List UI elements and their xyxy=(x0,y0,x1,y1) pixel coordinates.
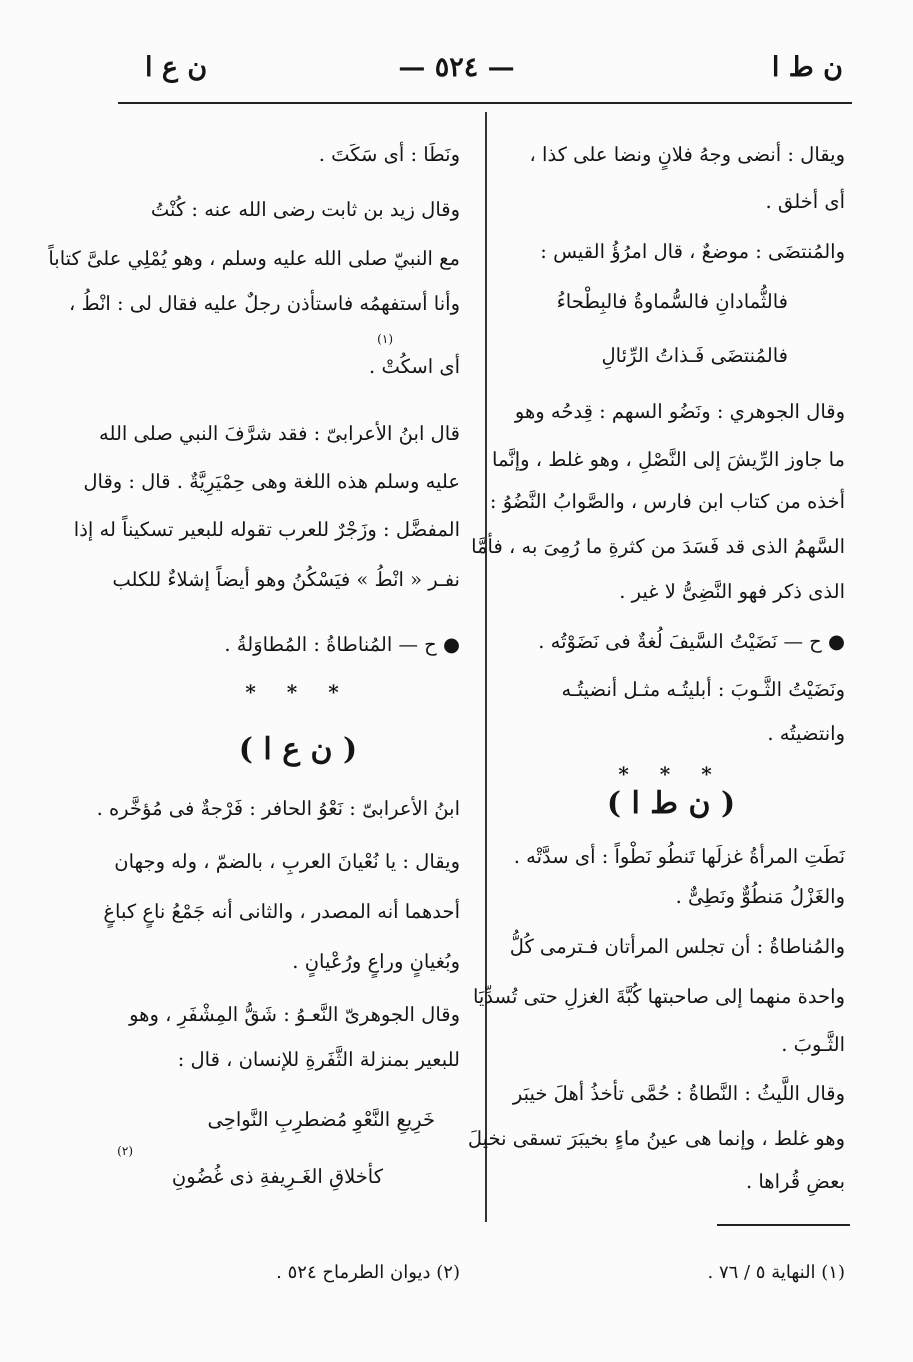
text-line: للبعير بمنزلة الثَّفَرةِ للإنسان ، قال : xyxy=(177,1048,460,1071)
text-line: الثَّـوبَ . xyxy=(781,1033,845,1056)
section-separator: * * * xyxy=(618,762,724,786)
footnote-marker: (٢) xyxy=(117,1144,133,1158)
text-line: ونَضَيْتُ الثَّـوبَ : أبليتُـه مثـل أنضيتُـه xyxy=(561,678,845,701)
text-line: السَّهمُ الذى قد فَسَدَ من كثرةِ ما رُمِىَ به ، فأمَّا xyxy=(471,535,845,558)
text-line: أى أخلق . xyxy=(765,190,845,213)
footnote-1: (١) النهاية ٥ / ٧٦ . xyxy=(707,1262,845,1283)
text-line: وبُغيانٍ وراعٍ ورُعْيانٍ . xyxy=(292,950,460,973)
text-line: ويقال : أنضى وجهُ فلانٍ ونضا على كذا ، xyxy=(529,143,845,166)
text-line: واحدة منهما إلى صاحبتها كُبَّةَ الغزلِ حتى تُسدِّيَا xyxy=(472,985,845,1008)
text-line: المفضَّل : وزَجْرٌ للعرب تقوله للبعير تسكيناً له إذا xyxy=(73,518,460,541)
text-line: والمُنتضَى : موضعٌ ، قال امرُؤُ القيس : xyxy=(540,240,845,263)
verse-line: فالمُنتضَى فَـذاتُ الرِّئالِ xyxy=(601,344,788,367)
footnote-rule xyxy=(717,1224,850,1226)
header-root-left: ن ع ا xyxy=(145,52,208,83)
text-line: وأنا أستفهمُه فاستأذن رجلٌ عليه فقال لى : انْطُ ، xyxy=(68,292,460,315)
text-line: وهو غلط ، وإنما هى عينُ ماءٍ بخيبَرَ تسقى نخيلَ xyxy=(467,1127,845,1150)
header-root-right: ن ط ا xyxy=(771,52,843,83)
page-number: — ٥٢٤ — xyxy=(398,52,515,83)
text-line: ● ح — المُناطاةُ : المُطاوَلةُ . xyxy=(224,633,460,656)
text-line: والمُناطاةُ : أن تجلس المرأتان فـترمى كُلُّ xyxy=(509,935,845,958)
text-line: وقال اللَّيثُ : النَّطاةُ : حُمَّى تأخذُ أهلَ خيبَر xyxy=(512,1082,845,1105)
text-line: وقال الجوهري : ونَضُو السهم : قِدحُه وهو xyxy=(514,400,845,423)
text-line: عليه وسلم هذه اللغة وهى حِمْيَرِيَّةٌ . قال : وقال xyxy=(83,470,460,493)
entry-heading-naa: ( ن ع ا ) xyxy=(238,732,358,767)
section-separator: * * * xyxy=(245,680,351,704)
text-line: أحدهما أنه المصدر ، والثانى أنه جَمْعُ ناعٍ كباغٍ xyxy=(103,900,460,923)
text-line: ابنُ الأعرابىّ : نَعْوُ الحافر : فَرْجةٌ فى مُؤخَّره . xyxy=(96,797,460,820)
verse-line: كأخلاقِ الغَـرِيفةِ ذى غُضُونِ xyxy=(171,1165,383,1188)
text-line: وقال الجوهرىّ النَّعـوُ : شَقُّ المِشْفَرِ ، وهو xyxy=(129,1003,460,1026)
entry-heading-nta: ( ن ط ا ) xyxy=(606,786,736,821)
header-rule xyxy=(118,102,852,104)
text-line: الذى ذكر فهو النَّضِىُّ لا غير . xyxy=(619,580,845,603)
text-line: والغَزْلُ مَنطُوٌّ ونَطِىٌّ . xyxy=(675,885,845,908)
column-divider xyxy=(485,112,487,1222)
text-line: مع النبيّ صلى الله عليه وسلم ، وهو يُمْلِي علىَّ كتاباً xyxy=(48,247,460,270)
text-line: نفـر « انْطُ » فيَسْكُنُ وهو أيضاً إشلاءٌ للكلب xyxy=(112,568,460,591)
text-line: أخذه من كتاب ابن فارس ، والصَّوابُ النَّضُوُ : xyxy=(489,490,845,513)
text-line: ما جاوز الرِّيشَ إلى النَّصْلِ ، وهو غلط ، وإنَّما xyxy=(492,448,845,471)
text-line: ويقال : يا نُعْيانَ العربِ ، بالضمّ ، وله وجهان xyxy=(114,850,460,873)
text-line: أى اسكُتْ . xyxy=(369,355,460,378)
text-line: وانتضيتُه . xyxy=(767,722,845,745)
text-line: ● ح — نَضَيْتُ السَّيفَ لُغةٌ فى نَضَوْتُه . xyxy=(538,630,845,653)
footnote-2: (٢) ديوان الطرماح ٥٢٤ . xyxy=(276,1262,460,1283)
text-line: نَطَتِ المرأةُ غزلَها تَنطُو نَطْواً : أى سدَّتْه . xyxy=(513,845,845,868)
text-line: ونَطَا : أى سَكَتَ . xyxy=(318,143,460,166)
verse-line: خَرِيعِ النَّعْوِ مُضطرِبِ النَّواحِى xyxy=(207,1108,435,1131)
footnote-marker: (١) xyxy=(377,332,393,346)
text-line: بعضِ قُراها . xyxy=(745,1170,845,1193)
verse-line: فالثُّمادانِ فالسُّماوةُ فالبِطْحاءُ xyxy=(556,290,788,313)
text-line: قال ابنُ الأعرابىّ : فقد شرَّفَ النبي صلى الله xyxy=(99,422,460,445)
text-line: وقال زيد بن ثابت رضى الله عنه : كُنْتُ xyxy=(150,198,460,221)
